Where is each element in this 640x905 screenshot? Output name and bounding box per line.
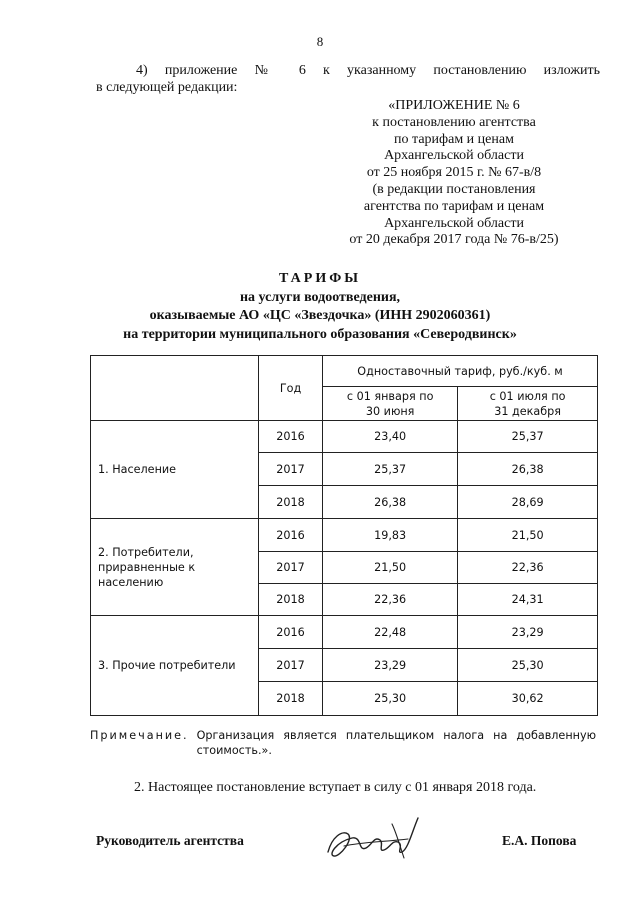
appendix-line: агентства по тарифам и ценам — [363, 198, 545, 214]
tariff-table — [90, 355, 598, 716]
year-cell: 2016 — [259, 616, 323, 649]
header-year: Год — [259, 356, 323, 421]
year-cell: 2016 — [259, 519, 323, 552]
appendix-line: Архангельской области — [384, 148, 524, 164]
document-title — [0, 270, 640, 344]
appendix-line: по тарифам и ценам — [394, 131, 514, 147]
table-row — [91, 421, 598, 453]
table-row — [91, 519, 598, 552]
value-cell: 23,40 — [323, 421, 458, 453]
year-cell: 2016 — [259, 421, 323, 453]
value-cell: 25,30 — [458, 649, 598, 682]
appendix-line: от 25 ноября 2015 г. № 67-в/8 — [366, 165, 542, 181]
value-cell: 25,37 — [323, 453, 458, 486]
value-cell: 28,69 — [458, 486, 598, 519]
appendix-line: к постановлению агентства — [372, 114, 536, 130]
value-cell: 25,30 — [323, 682, 458, 716]
value-cell: 23,29 — [323, 649, 458, 682]
signatory-name: Е.А. Попова — [502, 833, 577, 848]
appendix-header — [340, 98, 568, 249]
appendix-line: «ПРИЛОЖЕНИЕ № 6 — [388, 98, 520, 113]
appendix-line: (в редакции постановления — [372, 181, 536, 197]
item-4-line-2: в следующей редакции: — [96, 80, 238, 95]
group-label: 1. Население — [91, 421, 259, 519]
appendix-line: Архангельской области — [384, 215, 524, 231]
table-row — [91, 616, 598, 649]
handwritten-signature — [322, 812, 426, 864]
value-cell: 24,31 — [458, 584, 598, 616]
value-cell: 22,36 — [458, 552, 598, 584]
item-2-paragraph: 2. Настоящее постановление вступает в силу с 01 января 2018 года. — [134, 780, 537, 795]
item-4-line-1: 4) приложение № 6 к указанному постановлению изложить — [136, 63, 600, 78]
group-label: 3. Прочие потребители — [91, 616, 259, 716]
value-cell: 22,36 — [323, 584, 458, 616]
header-blank-cell — [91, 356, 259, 421]
appendix-line: от 20 декабря 2017 года № 76-в/25) — [349, 232, 559, 248]
title-main: ТАРИФЫ — [279, 271, 361, 286]
year-cell: 2017 — [259, 453, 323, 486]
value-cell: 25,37 — [458, 421, 598, 453]
value-cell: 21,50 — [323, 552, 458, 584]
table-note — [90, 728, 596, 758]
item-4-paragraph — [96, 62, 600, 96]
year-cell: 2018 — [259, 486, 323, 519]
header-period-1: с 01 января по 30 июня — [323, 387, 458, 421]
year-cell: 2017 — [259, 552, 323, 584]
title-line-4: на территории муниципального образования «Северодвинск» — [123, 326, 517, 342]
value-cell: 26,38 — [323, 486, 458, 519]
value-cell: 19,83 — [323, 519, 458, 552]
value-cell: 21,50 — [458, 519, 598, 552]
value-cell: 30,62 — [458, 682, 598, 716]
note-label: Примечание. — [90, 729, 189, 742]
year-cell: 2018 — [259, 584, 323, 616]
title-line-2: на услуги водоотведения, — [239, 289, 401, 305]
signatory-position: Руководитель агентства — [96, 833, 244, 848]
group-label: 2. Потребители, приравненные к населению — [91, 519, 259, 616]
year-cell: 2018 — [259, 682, 323, 716]
year-cell: 2017 — [259, 649, 323, 682]
title-line-3: оказываемые АО «ЦС «Звездочка» (ИНН 2902060361) — [149, 308, 491, 323]
value-cell: 26,38 — [458, 453, 598, 486]
header-period-2: с 01 июля по 31 декабря — [458, 387, 598, 421]
value-cell: 22,48 — [323, 616, 458, 649]
header-tariff: Одноставочный тариф, руб./куб. м — [323, 356, 598, 387]
note-text: Организация является плательщиком налога на добавленную стоимость.». — [196, 729, 596, 757]
value-cell: 23,29 — [458, 616, 598, 649]
page-number: 8 — [316, 34, 324, 49]
